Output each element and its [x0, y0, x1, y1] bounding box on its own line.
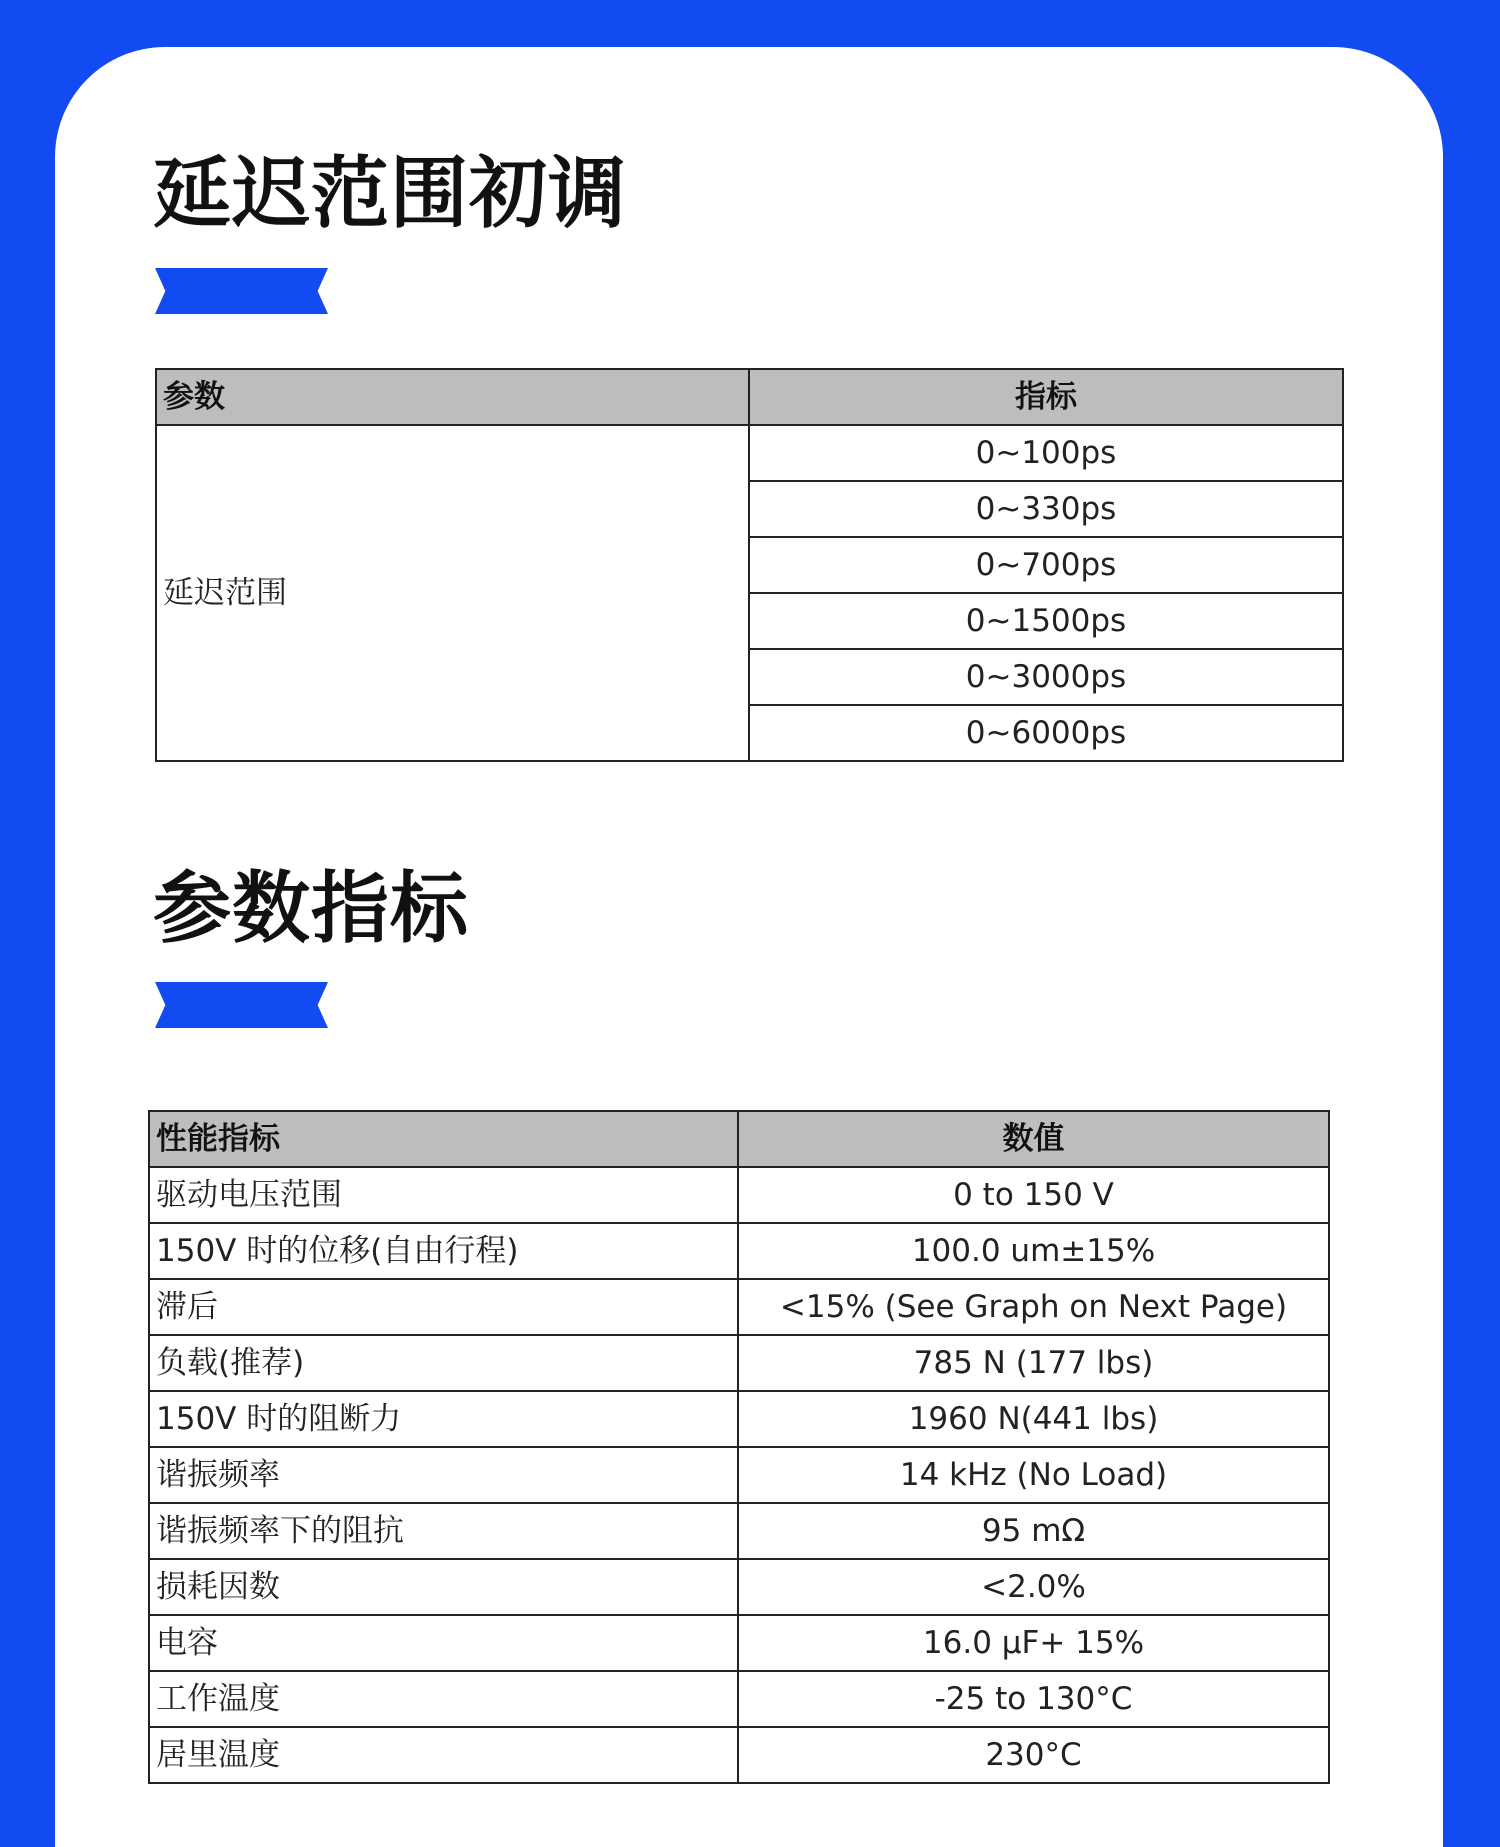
spec-param: 工作温度: [149, 1671, 738, 1727]
spec-param: 150V 时的位移(自由行程): [149, 1223, 738, 1279]
delay-range-value: 0~330ps: [749, 481, 1343, 537]
spec-param: 居里温度: [149, 1727, 738, 1783]
table-header-row: [149, 1111, 1329, 1167]
table-row: [149, 1391, 1329, 1447]
table-row: [149, 1279, 1329, 1335]
spec-value: 95 mΩ: [738, 1503, 1329, 1559]
spec-value: 1960 N(441 lbs): [738, 1391, 1329, 1447]
table-row: [149, 1727, 1329, 1783]
delay-range-label: 延迟范围: [156, 425, 749, 761]
spec-param: 滞后: [149, 1279, 738, 1335]
spec-value: <2.0%: [738, 1559, 1329, 1615]
spec-param: 负载(推荐): [149, 1335, 738, 1391]
table-row: [149, 1447, 1329, 1503]
table-row: [149, 1503, 1329, 1559]
table-row: [149, 1167, 1329, 1223]
spec-param: 损耗因数: [149, 1559, 738, 1615]
spec-value: <15% (See Graph on Next Page): [738, 1279, 1329, 1335]
delay-range-title: 延迟范围初调: [153, 149, 628, 239]
delay-range-value: 0~700ps: [749, 537, 1343, 593]
table-row: [149, 1615, 1329, 1671]
column-header-param: 参数: [156, 369, 749, 425]
title-ribbon-decoration: [155, 982, 328, 1028]
table-row: [156, 425, 1343, 481]
delay-range-value: 0~100ps: [749, 425, 1343, 481]
table-row: [149, 1671, 1329, 1727]
spec-value: 230°C: [738, 1727, 1329, 1783]
spec-value: 14 kHz (No Load): [738, 1447, 1329, 1503]
delay-range-value: 0~1500ps: [749, 593, 1343, 649]
column-header-spec: 指标: [749, 369, 1343, 425]
spec-param: 谐振频率: [149, 1447, 738, 1503]
spec-value: -25 to 130°C: [738, 1671, 1329, 1727]
column-header-value: 数值: [738, 1111, 1329, 1167]
spec-param: 150V 时的阻断力: [149, 1391, 738, 1447]
delay-range-value: 0~6000ps: [749, 705, 1343, 761]
table-row: [149, 1223, 1329, 1279]
title-ribbon-decoration: [155, 268, 328, 314]
spec-value: 16.0 μF+ 15%: [738, 1615, 1329, 1671]
spec-value: 785 N (177 lbs): [738, 1335, 1329, 1391]
spec-value: 0 to 150 V: [738, 1167, 1329, 1223]
specs-title: 参数指标: [153, 864, 470, 954]
spec-param: 谐振频率下的阻抗: [149, 1503, 738, 1559]
spec-value: 100.0 um±15%: [738, 1223, 1329, 1279]
delay-range-value: 0~3000ps: [749, 649, 1343, 705]
spec-param: 电容: [149, 1615, 738, 1671]
table-row: [149, 1335, 1329, 1391]
performance-spec-table: [148, 1110, 1330, 1784]
spec-param: 驱动电压范围: [149, 1167, 738, 1223]
table-row: [149, 1559, 1329, 1615]
delay-range-table: [155, 368, 1344, 762]
column-header-metric: 性能指标: [149, 1111, 738, 1167]
table-header-row: [156, 369, 1343, 425]
